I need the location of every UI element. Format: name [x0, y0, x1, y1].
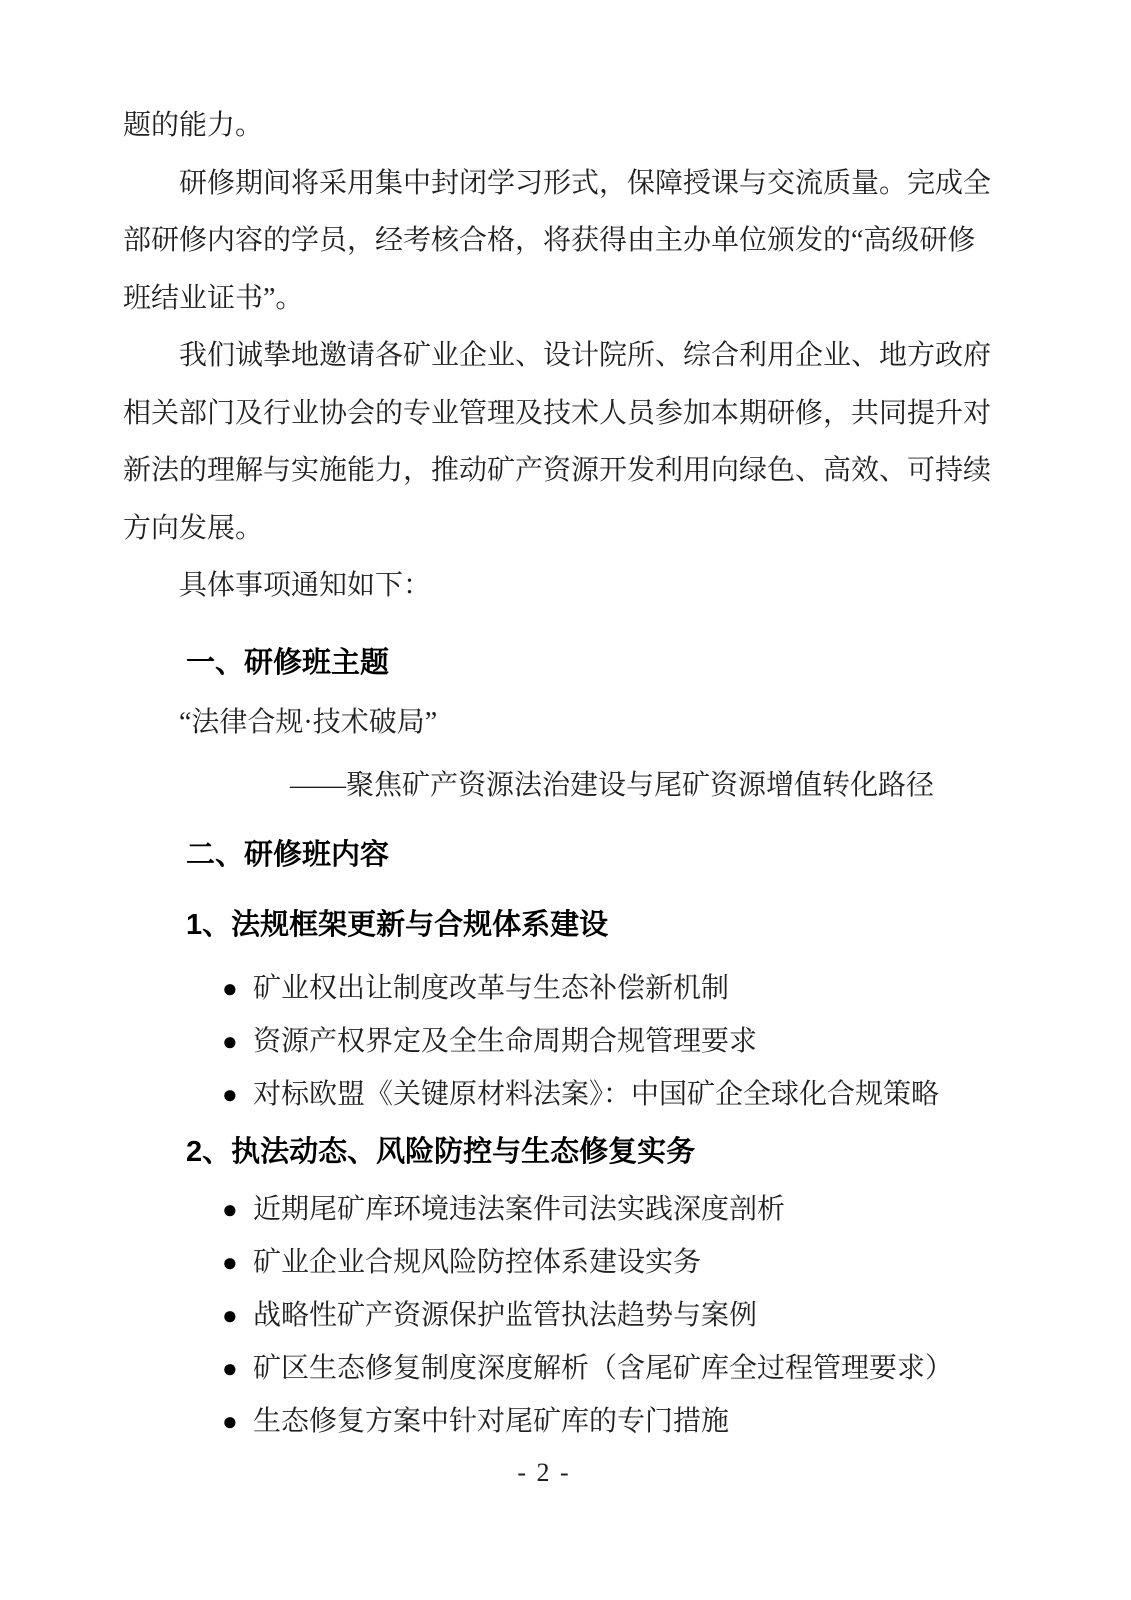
list-item [123, 1015, 965, 1068]
bullet-icon: ● [222, 1027, 238, 1056]
paragraph [123, 327, 992, 557]
bullet-list-topic-2 [123, 1183, 965, 1448]
bullet-icon: ● [222, 1406, 238, 1436]
section-heading-content: 二、研修班内容 [186, 839, 390, 871]
bullet-icon: ● [222, 1194, 238, 1224]
list-item [123, 1342, 965, 1395]
list-item [123, 1395, 965, 1448]
paragraph-line: 具体事项通知如下： [179, 570, 432, 601]
theme-quote: “法律合规·技术破局” [179, 707, 438, 738]
bullet-icon: ● [222, 1080, 238, 1109]
document-body [123, 97, 992, 1488]
list-item-text: 近期尾矿库环境违法案件司法实践深度剖析 [253, 1193, 786, 1225]
paragraph-line: 研修期间将采用集中封闭学习形式，保障授课与交流质量。完成全 [179, 167, 992, 199]
list-item-text: 战略性矿产资源保护监管执法趋势与案例 [253, 1299, 758, 1331]
list-item-text: 生态修复方案中针对尾矿库的专门措施 [253, 1405, 730, 1437]
bullet-icon: ● [222, 974, 238, 1003]
list-item-text: 矿区生态修复制度深度解析（含尾矿库全过程管理要求） [253, 1352, 954, 1384]
theme-subtitle: ——聚焦矿产资源法治建设与尾矿资源增值转化路径 [290, 769, 935, 801]
list-item [123, 1236, 965, 1289]
list-item-text: 矿业权出让制度改革与生态补偿新机制 [253, 973, 730, 1004]
section-heading-theme: 一、研修班主题 [186, 646, 390, 679]
list-item-text: 资源产权界定及全生命周期合规管理要求 [253, 1026, 758, 1057]
list-item [123, 962, 965, 1015]
list-item [123, 1068, 965, 1121]
paragraph-line: 题的能力。 [123, 110, 264, 141]
topic-heading-1: 1、法规框架更新与合规体系建设 [186, 908, 609, 941]
list-item [123, 1183, 965, 1236]
page-number: - 2 - [517, 1457, 571, 1487]
paragraph-line: 方向发展。 [123, 512, 264, 544]
paragraph-line: 新法的理解与实施能力，推动矿产资源开发利用向绿色、高效、可持续 [123, 455, 992, 486]
paragraph [123, 155, 992, 328]
paragraph-line: 我们诚挚地邀请各矿业企业、设计院所、综合利用企业、地方政府 [179, 340, 992, 371]
list-item-text: 矿业企业合规风险防控体系建设实务 [253, 1246, 702, 1278]
paragraph-line: 部研修内容的学员，经考核合格，将获得由主办单位颁发的“高级研修 [123, 225, 976, 256]
bullet-icon: ● [222, 1247, 238, 1277]
paragraph-line: 相关部门及行业协会的专业管理及技术人员参加本期研修，共同提升对 [123, 397, 992, 429]
paragraph-line: 班结业证书”。 [123, 282, 304, 314]
bullet-icon: ● [222, 1300, 238, 1330]
bullet-list-topic-1 [123, 962, 965, 1121]
bullet-icon: ● [222, 1353, 238, 1383]
list-item-text: 对标欧盟《关键原材料法案》：中国矿企全球化合规策略 [253, 1079, 940, 1110]
topic-heading-2: 2、执法动态、风险防控与生态修复实务 [186, 1136, 696, 1168]
list-item [123, 1289, 965, 1342]
